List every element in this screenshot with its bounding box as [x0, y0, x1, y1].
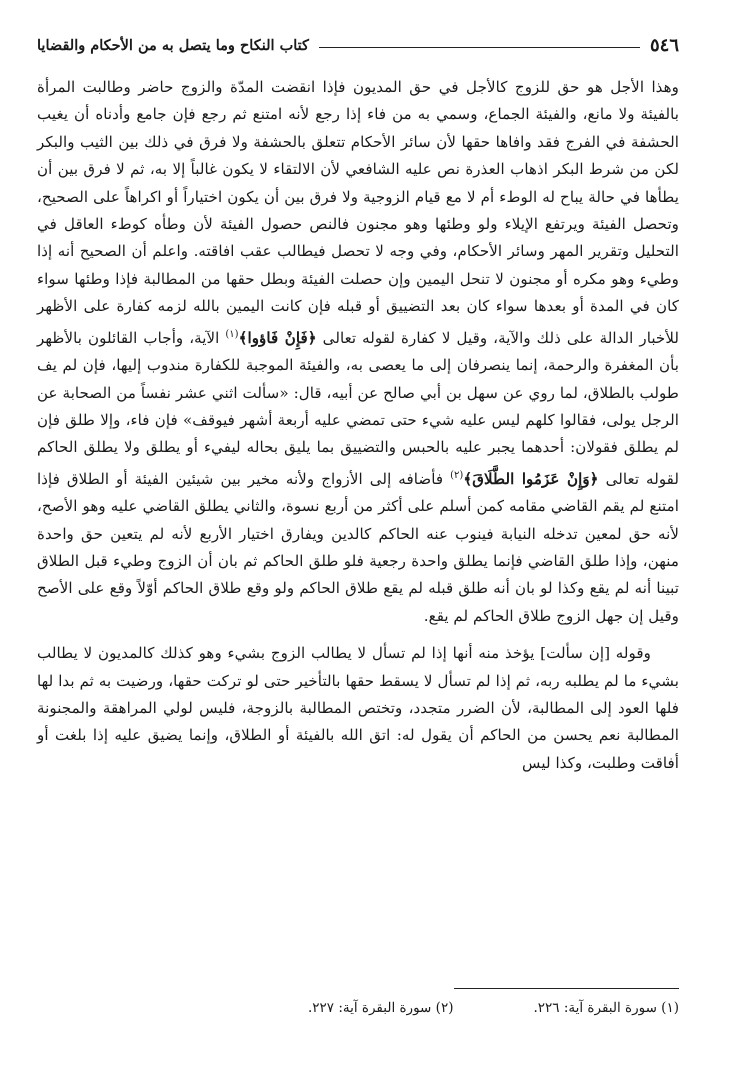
page-number: ٥٤٦ — [649, 34, 679, 56]
footnote-1: (١) سورة البقرة آية: ٢٢٦. — [533, 1000, 679, 1016]
paragraph-1-part-c: فأضافه إلى الأزواج ولأنه مخير بين شيئين الفيئة أو الطلاق فإذا امتنع لم يقم القاضي مقامه كمن أسلم على أكثر من أربع نسوة، والثاني يطلق القاضي عليه وهو الأصح، لأنه حق لمعين تدخله النيابة فينوب عنه الحاكم كالدين ويفارق اختيار الأربع لأنه لم يتعين حق واحدة منهن، وإذا طلق القاضي فإنما يطلق واحدة رجعية فلو طلق الحاكم ثم بان أن الزوج وطيء قبل الطلاق تبينا أنه لم يقع وكذا لو بان أنه طلق قبله لم يقع طلاق الحاكم ولو وقع طلاق الحاكم أوّلاً وقع على الأصح وقيل إن جهل الزوج طلاق الحاكم لم يقع. — [37, 469, 679, 625]
paragraph-1-part-b: الآية، وأجاب القائلون بالأظهر بأن المغفرة والرحمة، إنما ينصرفان إلى ما يعصى به، والفيئة الموجبة للكفارة مندوب إليها، فإن لم يف طولب بالطلاق، لما روي عن سهل بن أبي صالح عن أبيه، قال: «سألت اثني عشر نفساً من الصحابة عن الرجل يولى، فقالوا كلهم ليس عليه شيء حتى تمضي عليه أربعة أشهر فيوقف» فإن فاء، وإلا طلق فإن لم يطلق فقولان: أحدهما يجبر عليه بالحبس والتضييق بما يليق بحاله ليفيء أو يطلق ولا يطلق الحاكم لقوله تعالى — [37, 328, 679, 488]
paragraph-1-part-a: وهذا الأجل هو حق للزوج كالأجل في حق المديون فإذا انقضت المدّة والزوج حاضر وطالبت المرأة بالفيئة ولا مانع، والفيئة الجماع، وسمي به من فاء إذا رجع لأنه امتنع ثم رجع فإن جامع وأدناه أن يغيب الحشفة في الفرج فقد وافاها حقها لأن سائر الأحكام تتعلق بالحشفة ولا فرق في ذلك بين الثيب والبكر لكن من شرط البكر اذهاب العذرة نص عليه الشافعي لأن الالتقاء لا يكون غالباً إلا به، ثم لا فرق بين أن يطأها في حالة يباح له الوطء أم لا مع قيام الزوجية ولا فرق بين أن يكون اختياراً أو اكراهاً على الصحيح، وتحصل الفيئة ويرتفع الإيلاء ولو وطئها وهو مجنون فالنص حصول الفيئة لأن وطأه كوطء العاقل في التحليل وتقرير المهر وسائر الأحكام، وفي وجه لا تحصل فيطالب عقب افاقته. واعلم أن الصحيح أنه إذا وطيء وهو مكره أو مجنون لا تنحل اليمين وإن حصلت الفيئة وبطل حقها من المطالبة فإذا وطئها سواء كان في المدة أو بعدها سواء كان بعد التضييق أو قبله فإن كانت اليمين بالله لزمه كفارة على الأظهر للأخبار الدالة على ذلك والآية، وقيل لا كفارة لقوله تعالى — [37, 78, 680, 347]
page-header — [37, 28, 679, 62]
footnote-ref-1: (١) — [225, 328, 239, 340]
running-title: كتاب النكاح وما يتصل به من الأحكام والقضايا — [37, 36, 309, 54]
header-rule — [319, 47, 640, 48]
footnote-2: (٢) سورة البقرة آية: ٢٢٧. — [307, 1000, 454, 1016]
quran-verse-1: ﴿فَإِنْ فَاؤوا﴾ — [238, 328, 317, 347]
footnote-rule — [454, 988, 679, 989]
paragraph-2: وقوله [إن سألت] يؤخذ منه أنها إذا لم تسأل لا يطالب الزوج بشيء وهو كذلك كالمديون لا يطالب بشيء ما لم يطلبه ربه، ثم إذا لم تسأل لا يسقط حقها بالتأخير حتى لو تركت حقها، ورضيت به ثم بدا لها فلها العود إلى المطالبة، لأن الضرر متجدد، وتختص المطالبة بالزوجة، فليس لولي المراهقة والمجنونة المطالبة نعم يحسن من الحاكم أن يقول له: اتق الله بالفيئة أو الطلاق، وإنما يضيق عليه إذا بلغت أو أفاقت وطلبت، وكذا ليس — [37, 644, 679, 772]
quran-verse-2: ﴿وَإِنْ عَزَمُوا الطَّلَاقَ﴾ — [463, 469, 599, 488]
paragraph-1 — [37, 74, 679, 630]
footnote-ref-2: (٢) — [450, 469, 464, 481]
footnotes — [37, 1000, 679, 1016]
main-text — [37, 74, 679, 777]
